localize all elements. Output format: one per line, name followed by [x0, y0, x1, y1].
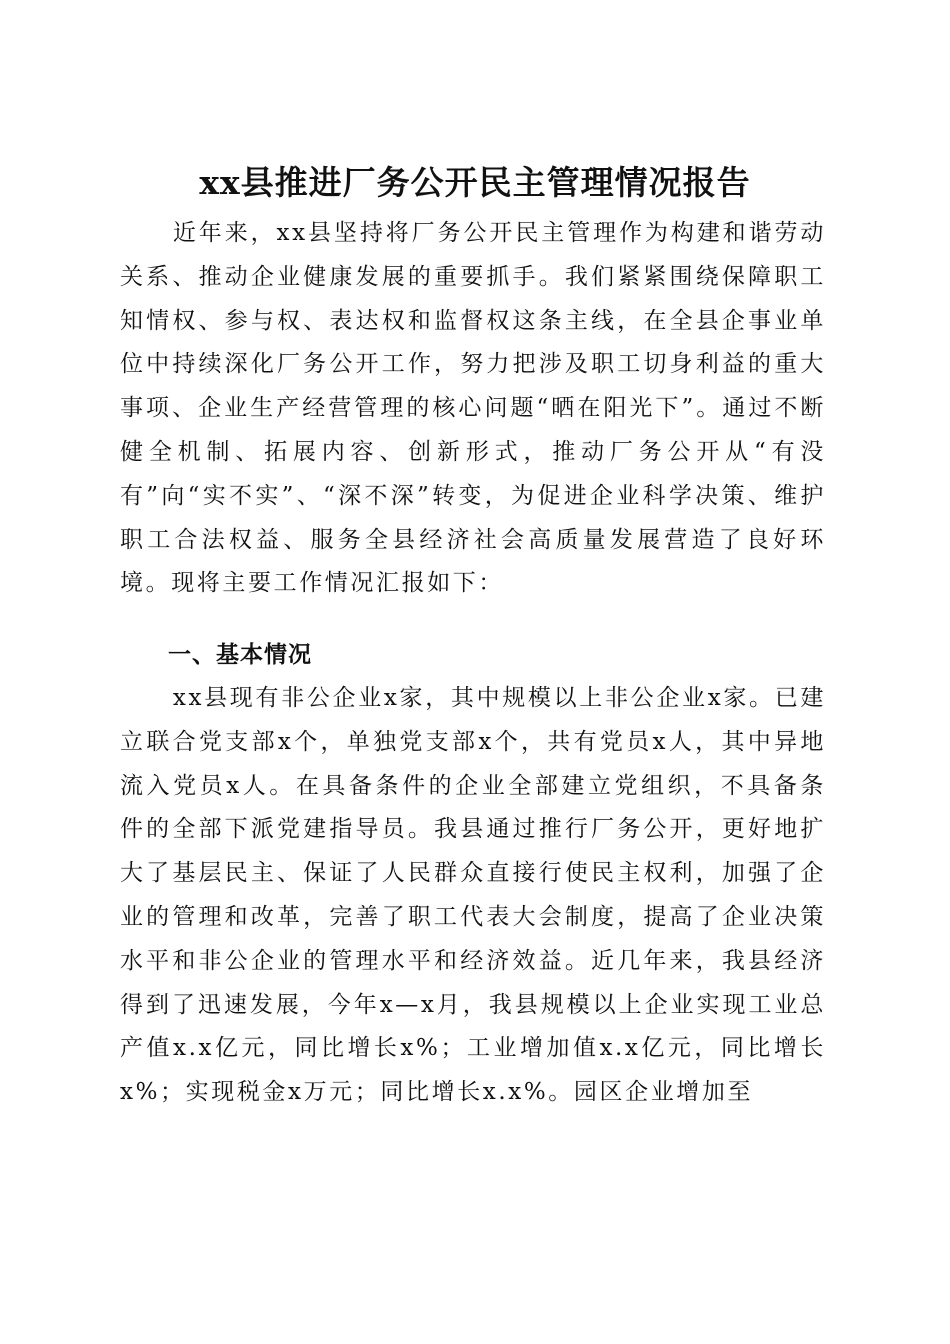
section-paragraph: xx县现有非公企业x家，其中规模以上非公企业x家。已建立联合党支部x个，单独党支部x个，共有党员x人，其中异地流入党员x人。在具备条件的企业全部建立党组织，不具备条件的全部下派党建指导员。我县通过推行厂务公开，更好地扩大了基层民主、保证了人民群众直接行使民主权利，加强了企业的管理和改革，完善了职工代表大会制度，提高了企业决策水平和非公企业的管理水平和经济效益。近几年来，我县经济得到了迅速发展，今年x—x月，我县规模以上企业实现工业总产值x.x亿元，同比增长x%；工业增加值x.x亿元，同比增长x%；实现税金x万元；同比增长x.x%。园区企业增加至 — [120, 685, 826, 1106]
section-heading: 一、基本情况 — [168, 642, 312, 668]
document-title: xx县推进厂务公开民主管理情况报告 — [199, 163, 751, 203]
intro-paragraph: 近年来，xx县坚持将厂务公开民主管理作为构建和谐劳动关系、推动企业健康发展的重要抓手。我们紧紧围绕保障职工知情权、参与权、表达权和监督权这条主线，在全县企事业单位中持续深化厂务公开工作，努力把涉及职工切身利益的重大事项、企业生产经营管理的核心问题“晒在阳光下”。通过不断健全机制、拓展内容、创新形式，推动厂务公开从“有没有”向“实不实”、“深不深”转变，为促进企业科学决策、维护职工合法权益、服务全县经济社会高质量发展营造了良好环境。现将主要工作情况汇报如下： — [120, 220, 826, 597]
